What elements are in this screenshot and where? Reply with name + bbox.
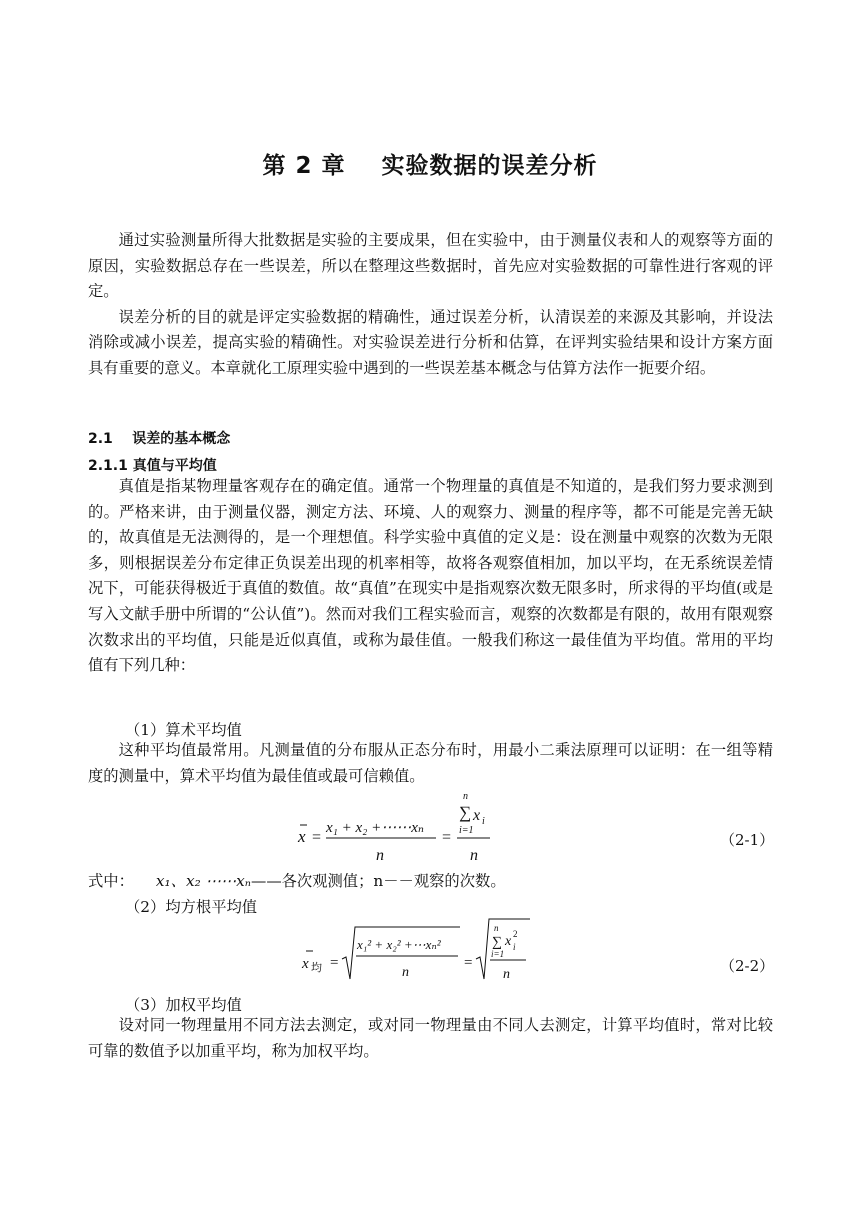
intro-paragraph-2: 误差分析的目的就是评定实验数据的精确性，通过误差分析，认清误差的来源及其影响，并设法消除或减小误差，提高实验的精确性。对实验误差进行分析和估算，在评判实验结果和设计方案方面具有重要的意义。本章就化工原理实验中遇到的一些误差基本概念与估算方法作一扼要介绍。 — [88, 307, 773, 377]
eq2-equals-2: = — [464, 955, 473, 971]
where-line — [88, 869, 506, 891]
chapter-title: 第 2 章 实验数据的误差分析 — [262, 153, 598, 179]
equation-number-2-2: （2-2） — [720, 957, 775, 975]
intro-paragraph-1: 通过实验测量所得大批数据是实验的主要成果，但在实验中，由于测量仪表和人的观察等方面的原因，实验数据总存在一些误差，所以在整理这些数据时，首先应对实验数据的可靠性进行客观的评定。 — [88, 231, 773, 301]
item-1-text: 这种平均值最常用。凡测量值的分布服从正态分布时，用最小二乘法原理可以证明：在一组等精度的测量中，算术平均值为最佳值或最可信赖值。 — [88, 741, 773, 785]
where-prefix: 式中： — [88, 872, 134, 890]
eq2-numerator: x₁² + x₂² +⋯xₙ² — [357, 937, 441, 952]
item-3-title: （3）加权平均值 — [125, 996, 242, 1014]
eq2-sum-sub: i — [513, 942, 516, 952]
true-value-text: 真值是指某物理量客观存在的确定值。通常一个物理量的真值是不知道的，是我们努力要求测到的。严格来讲，由于测量仪器，测定方法、环境、人的观察力、测量的程序等，都不可能是完善无缺的，故真值是无法测得的，是一个理想值。科学实验中真值的定义是：设在测量中观察的次数为无限多，则根据误差分布定律正负误差出现的机率相等，故将各观察值相加，加以平均，在无系统误差情况下，可能获得极近于真值的数值。故“真值”在现实中是指观察次数无限多时，所求得的平均值(或是写入文献手册中所谓的“公认值”)。然而对我们工程实验而言，观察的次数都是有限的，故用有限观察次数求出的平均值，只能是近似真值，或称为最佳值。一般我们称这一最佳值为平均值。常用的平均值有下列几种： — [88, 477, 773, 675]
equation-2-2 — [298, 915, 538, 990]
section-heading-2-1-1: 2.1.1 真值与平均值 — [88, 458, 217, 474]
equation-2-1 — [290, 790, 520, 870]
eq1-sum-term: x — [473, 807, 481, 824]
eq2-lhs: x — [302, 956, 309, 972]
eq1-equals-2: = — [442, 829, 452, 846]
eq2-sum-denominator: n — [503, 967, 510, 982]
true-value-paragraph — [88, 474, 773, 679]
eq2-sum-top: n — [494, 923, 499, 933]
eq1-sum-top: n — [463, 791, 468, 802]
where-vars: x₁、x₂ ⋯⋯xₙ — [155, 872, 252, 890]
eq1-equals-1: = — [312, 829, 322, 846]
eq1-sum-denominator: n — [470, 847, 478, 864]
eq2-denominator: n — [402, 965, 409, 980]
item-3-text: 设对同一物理量用不同方法去测定，或对同一物理量由不同人去测定，计算平均值时，常对比较可靠的数值予以加重平均，称为加权平均。 — [88, 1016, 773, 1060]
item-2-title: （2）均方根平均值 — [125, 898, 258, 916]
section-heading-2-1: 2.1 误差的基本概念 — [88, 431, 231, 447]
eq2-sum-bottom: i=1 — [491, 949, 505, 959]
eq1-numerator: x₁ + x₂ +⋯⋯xₙ — [326, 820, 424, 836]
eq2-sum-sup: 2 — [513, 929, 518, 939]
eq1-sum-bottom: i=1 — [459, 825, 474, 836]
eq1-lhs: x — [298, 827, 306, 846]
intro-section — [88, 228, 773, 382]
item-3-paragraph — [88, 1013, 773, 1064]
eq1-sum-symbol: ∑ — [459, 803, 472, 822]
eq1-denominator: n — [376, 847, 384, 864]
item-1-paragraph — [88, 738, 773, 789]
equation-number-2-1: （2-1） — [720, 831, 775, 849]
item-1-title: （1）算术平均值 — [125, 721, 242, 739]
eq2-lhs-sub: 均 — [311, 962, 322, 974]
eq2-sum-symbol: ∑ — [492, 935, 502, 950]
eq2-equals-1: = — [330, 955, 339, 971]
eq1-sum-sub: i — [482, 816, 485, 827]
where-text: ——各次观测值；n－－观察的次数。 — [251, 872, 506, 890]
eq2-sum-term: x — [505, 934, 512, 949]
